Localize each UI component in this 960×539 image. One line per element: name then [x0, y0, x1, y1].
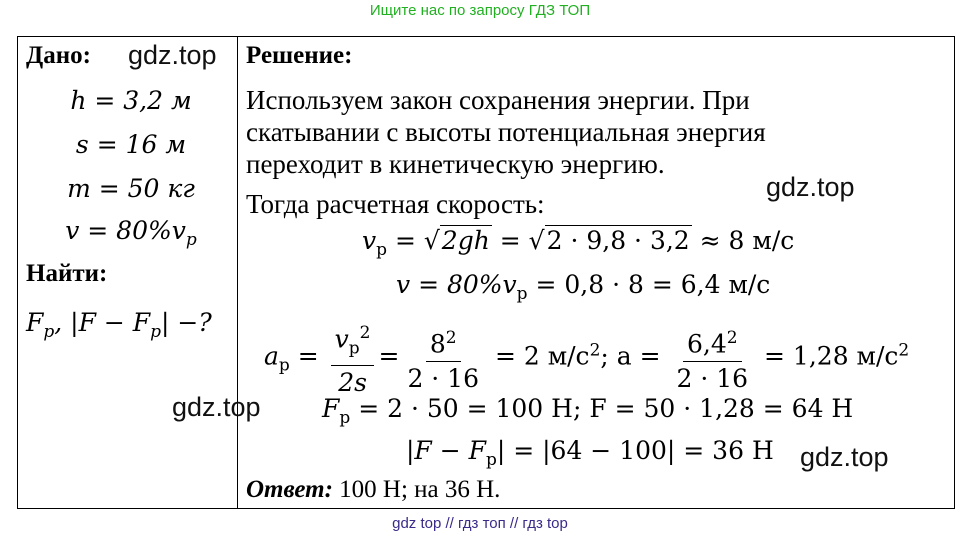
- watermark-4: gdz.top: [800, 442, 889, 472]
- table-divider: [237, 36, 238, 509]
- top-banner: Ищите нас по запросу ГДЗ ТОП: [369, 2, 591, 19]
- equation-acceleration: $a_р$ = $\frac{v_р^2}{2s}$ = $\frac{8^2}{2 \cdot 16}$ = 2 $м/с^2$; a = $\frac{6,4^2}{2 \cdot 16}$ = 1,28 $м/с^2$: [264, 316, 909, 400]
- eq3-end: = 1,28 м/с: [756, 341, 899, 371]
- eq5-a-sub: р: [485, 450, 497, 470]
- answer-text: 100 Н; на 36 Н.: [332, 476, 501, 503]
- fraction-8sq-over-32: [403, 321, 483, 396]
- eq3-f2-den: 2 · 16: [407, 363, 479, 393]
- find-expression: [26, 308, 212, 342]
- eq3-f2-num: 8: [429, 328, 446, 358]
- solution-para-3: переходит в кинетическую энергию.: [246, 149, 665, 179]
- watermark-1: gdz.top: [128, 40, 217, 70]
- eq3-mid-sup: 2: [589, 340, 601, 361]
- eq1-mid2: =: [491, 226, 529, 255]
- given-heading: Дано:: [26, 42, 91, 69]
- find-expr-a: F: [26, 308, 44, 337]
- eq3-f2-num-sup: 2: [445, 327, 457, 348]
- eq3-mid: = 2 м/с: [487, 341, 590, 371]
- find-expr-b-sub: р: [150, 322, 161, 342]
- watermark-3: gdz.top: [172, 392, 261, 422]
- fraction-64sq-over-32: [673, 321, 753, 396]
- given-m: m = 50 кг: [67, 174, 195, 203]
- eq3-f1-den: 2s: [338, 368, 367, 398]
- eq3-f1-num-sub: р: [348, 338, 360, 359]
- find-expr-b: , |F − F: [54, 308, 151, 337]
- eq3-f1-num-sup: 2: [359, 323, 371, 343]
- solution-heading: Решение:: [246, 42, 353, 69]
- answer-label: Ответ:: [246, 476, 333, 503]
- given-v-text: v = 80%v: [65, 216, 186, 245]
- eq4-a: F: [322, 394, 340, 423]
- eq2-b: = 0,8 · 8 = 6,4 м/с: [527, 270, 771, 299]
- eq1-root1: 2gh: [441, 226, 490, 255]
- eq3-f3-num: 6,4: [687, 328, 727, 358]
- eq3-a: a: [264, 341, 279, 371]
- eq3-f1-num: v: [334, 324, 349, 354]
- find-heading: Найти:: [26, 260, 108, 287]
- eq1-lhs-sub: р: [376, 240, 388, 260]
- equation-actual-velocity: [396, 270, 770, 304]
- eq5-a: |F − F: [406, 436, 486, 465]
- fraction-vp2-over-2s: [331, 316, 375, 400]
- equation-velocity: $v_р = √2gh = √2 \cdot 9,8 \cdot 3,2 \approx 8$ м/с: [362, 226, 795, 260]
- find-expr-a-sub: р: [43, 322, 55, 342]
- eq3-end-sup: 2: [898, 340, 910, 361]
- eq2-sub: р: [516, 284, 528, 304]
- answer-line: [246, 476, 500, 504]
- given-s: s = 16 м: [75, 130, 187, 159]
- eq3-eq: =: [289, 341, 327, 371]
- eq1-rhs: ≈ 8 м/с: [691, 226, 795, 255]
- eq3-f3-num-sup: 2: [726, 327, 738, 348]
- bottom-banner: gdz top // гдз топ // гдз top: [392, 515, 568, 532]
- solution-para-2: скатывании с высоты потенциальная энергия: [246, 117, 766, 147]
- solution-para-4: Тогда расчетная скорость:: [246, 189, 545, 219]
- eq4-b: = 2 · 50 = 100 Н; F = 50 · 1,28 = 64 Н: [350, 394, 854, 423]
- given-h: h = 3,2 м: [70, 86, 192, 115]
- equation-difference: [406, 436, 774, 470]
- eq3-sep: ; a =: [600, 341, 669, 371]
- eq2-a: v = 80%v: [396, 270, 517, 299]
- eq5-b: | = |64 − 100| = 36 Н: [496, 436, 774, 465]
- eq4-a-sub: р: [339, 408, 351, 428]
- given-v: [26, 216, 236, 250]
- eq1-mid1: =: [387, 226, 424, 255]
- given-v-sub: р: [185, 230, 197, 250]
- eq1-root2: 2 · 9,8 · 3,2: [546, 226, 690, 255]
- eq3-a-sub: р: [278, 355, 290, 376]
- equation-forces: [322, 394, 853, 428]
- solution-para-1: Используем закон сохранения энергии. При: [246, 85, 750, 115]
- find-expr-c: | −?: [161, 308, 212, 337]
- eq3-f3-den: 2 · 16: [676, 363, 749, 393]
- watermark-2: gdz.top: [766, 172, 855, 202]
- eq1-lhs: v: [362, 226, 377, 255]
